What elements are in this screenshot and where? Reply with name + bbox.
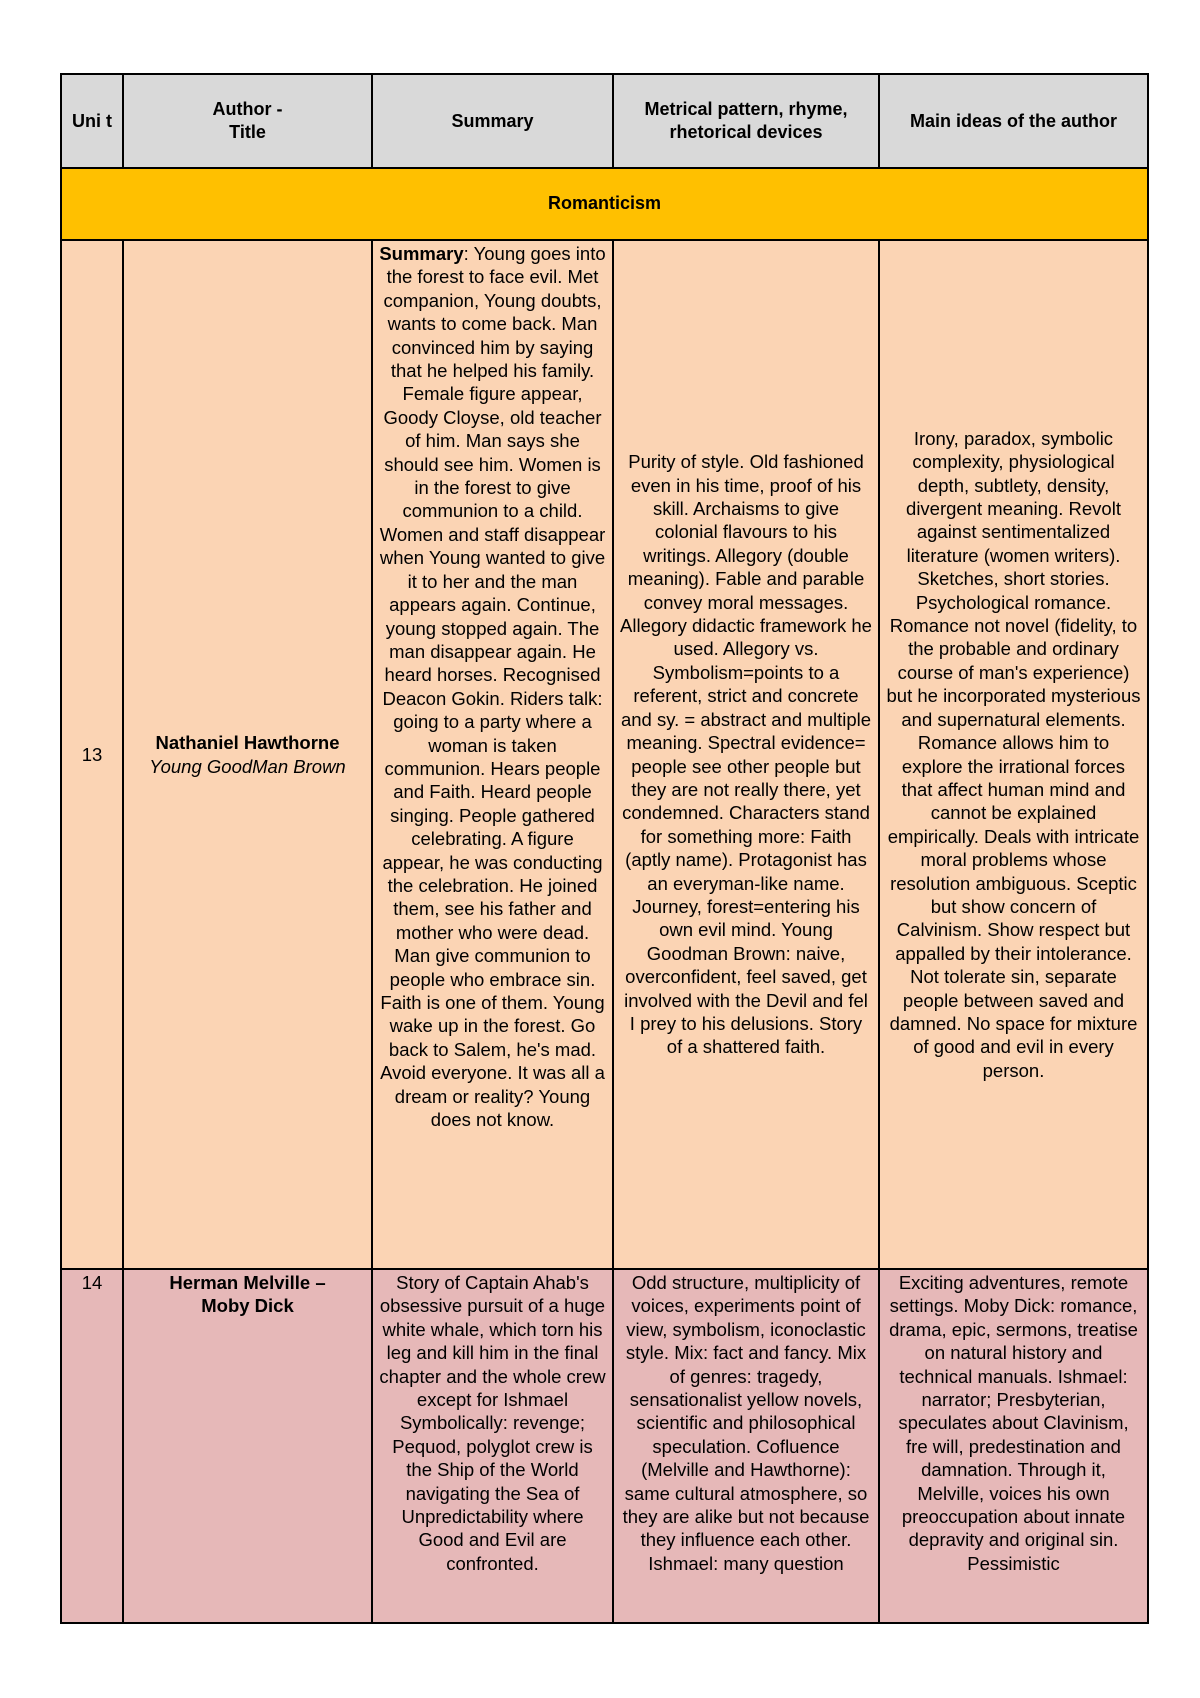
header-unit: Uni t (61, 74, 123, 168)
summary-lead: Summary (379, 243, 464, 264)
section-romanticism: Romanticism (61, 168, 1148, 240)
row-main-ideas: Exciting adventures, remote settings. Moby Dick: romance, drama, epic, sermons, treatise on natural history and technical manuals. Ishmael: narrator; Presbyterian, speculates about Clavinism, fre will, predestination and damnation. Through it, Melville, voices his own preoccupation about innate depravity and original sin. Pessimistic (879, 1269, 1148, 1623)
header-author-title: Author - Title (123, 74, 372, 168)
author-name: Herman Melville – (169, 1272, 326, 1293)
row-author-title (123, 1269, 372, 1623)
header-metrical: Metrical pattern, rhyme, rhetorical devices (613, 74, 879, 168)
header-summary: Summary (372, 74, 613, 168)
summary-text: : Young goes into the forest to face evil. Met companion, Young doubts, wants to come back. Man convinced him by saying that he helped his family. Female figure appear, Goody Cloyse, old teacher of him. Man says she should see him. Women is in the forest to give communion to a child. Women and staff disappear when Young wanted to give it to her and the man appears again. Continue, young stopped again. The man disappear again. He heard horses. Recognised Deacon Gokin. Riders talk: going to a party where a woman is taken communion. Hears people and Faith. Heard people singing. People gathered celebrating. A figure appear, he was conducting the celebration. He joined them, see his father and mother who were dead. Man give communion to people who embrace sin. Faith is one of them. Young wake up in the forest. Go back to Salem, he's mad. Avoid everyone. It was all a dream or reality? Young does not know. (379, 243, 606, 1131)
row-metrical: Odd structure, multiplicity of voices, experiments point of view, symbolism, iconoclastic style. Mix: fact and fancy. Mix of genres: tragedy, sensationalist yellow novels, scientific and philosophical speculation. Cofluence (Melville and Hawthorne): same cultural atmosphere, so they are alike but not because they influence each other. Ishmael: many question (613, 1269, 879, 1623)
row-main-ideas: Irony, paradox, symbolic complexity, physiological depth, subtlety, density, divergent meaning. Revolt against sentimentalized literature (women writers). Sketches, short stories. Psychological romance. Romance not novel (fidelity, to the probable and ordinary course of man's experience) but he incorporated mysterious and supernatural elements. Romance allows him to explore the irrational forces that affect human mind and cannot be explained empirically. Deals with intricate moral problems whose resolution ambiguous. Sceptic but show concern of Calvinism. Show respect but appalled by their intolerance. Not tolerate sin, separate people between saved and damned. No space for mixture of good and evil in every person. (879, 240, 1148, 1269)
row-unit: 14 (61, 1269, 123, 1623)
header-row (61, 74, 1148, 168)
header-main-ideas: Main ideas of the author (879, 74, 1148, 168)
literature-table (60, 73, 1149, 1624)
work-title: Moby Dick (201, 1295, 294, 1317)
row-metrical: Purity of style. Old fashioned even in his time, proof of his skill. Archaisms to give colonial flavours to his writings. Allegory (double meaning). Fable and parable convey moral messages. Allegory didactic framework he used. Allegory vs. Symbolism=points to a referent, strict and concrete and sy. = abstract and multiple meaning. Spectral evidence= people see other people but they are not really there, yet condemned. Characters stand for something more: Faith (aptly name). Protagonist has an everyman-like name. Journey, forest=entering his own evil mind. Young Goodman Brown: naive, overconfident, feel saved, get involved with the Devil and fel I prey to his delusions. Story of a shattered faith. (613, 240, 879, 1269)
author-name: Nathaniel Hawthorne (155, 732, 340, 754)
row-author-title (123, 240, 372, 1269)
work-title: Young GoodMan Brown (149, 755, 346, 777)
row-summary (372, 240, 613, 1269)
table-row (61, 240, 1148, 1269)
table-row (61, 1269, 1148, 1623)
row-summary: Story of Captain Ahab's obsessive pursuit of a huge white whale, which torn his leg and kill him in the final chapter and the whole crew except for Ishmael Symbolically: revenge; Pequod, polyglot crew is the Ship of the World navigating the Sea of Unpredictability where Good and Evil are confronted. (372, 1269, 613, 1623)
section-row (61, 168, 1148, 240)
row-unit: 13 (61, 240, 123, 1269)
